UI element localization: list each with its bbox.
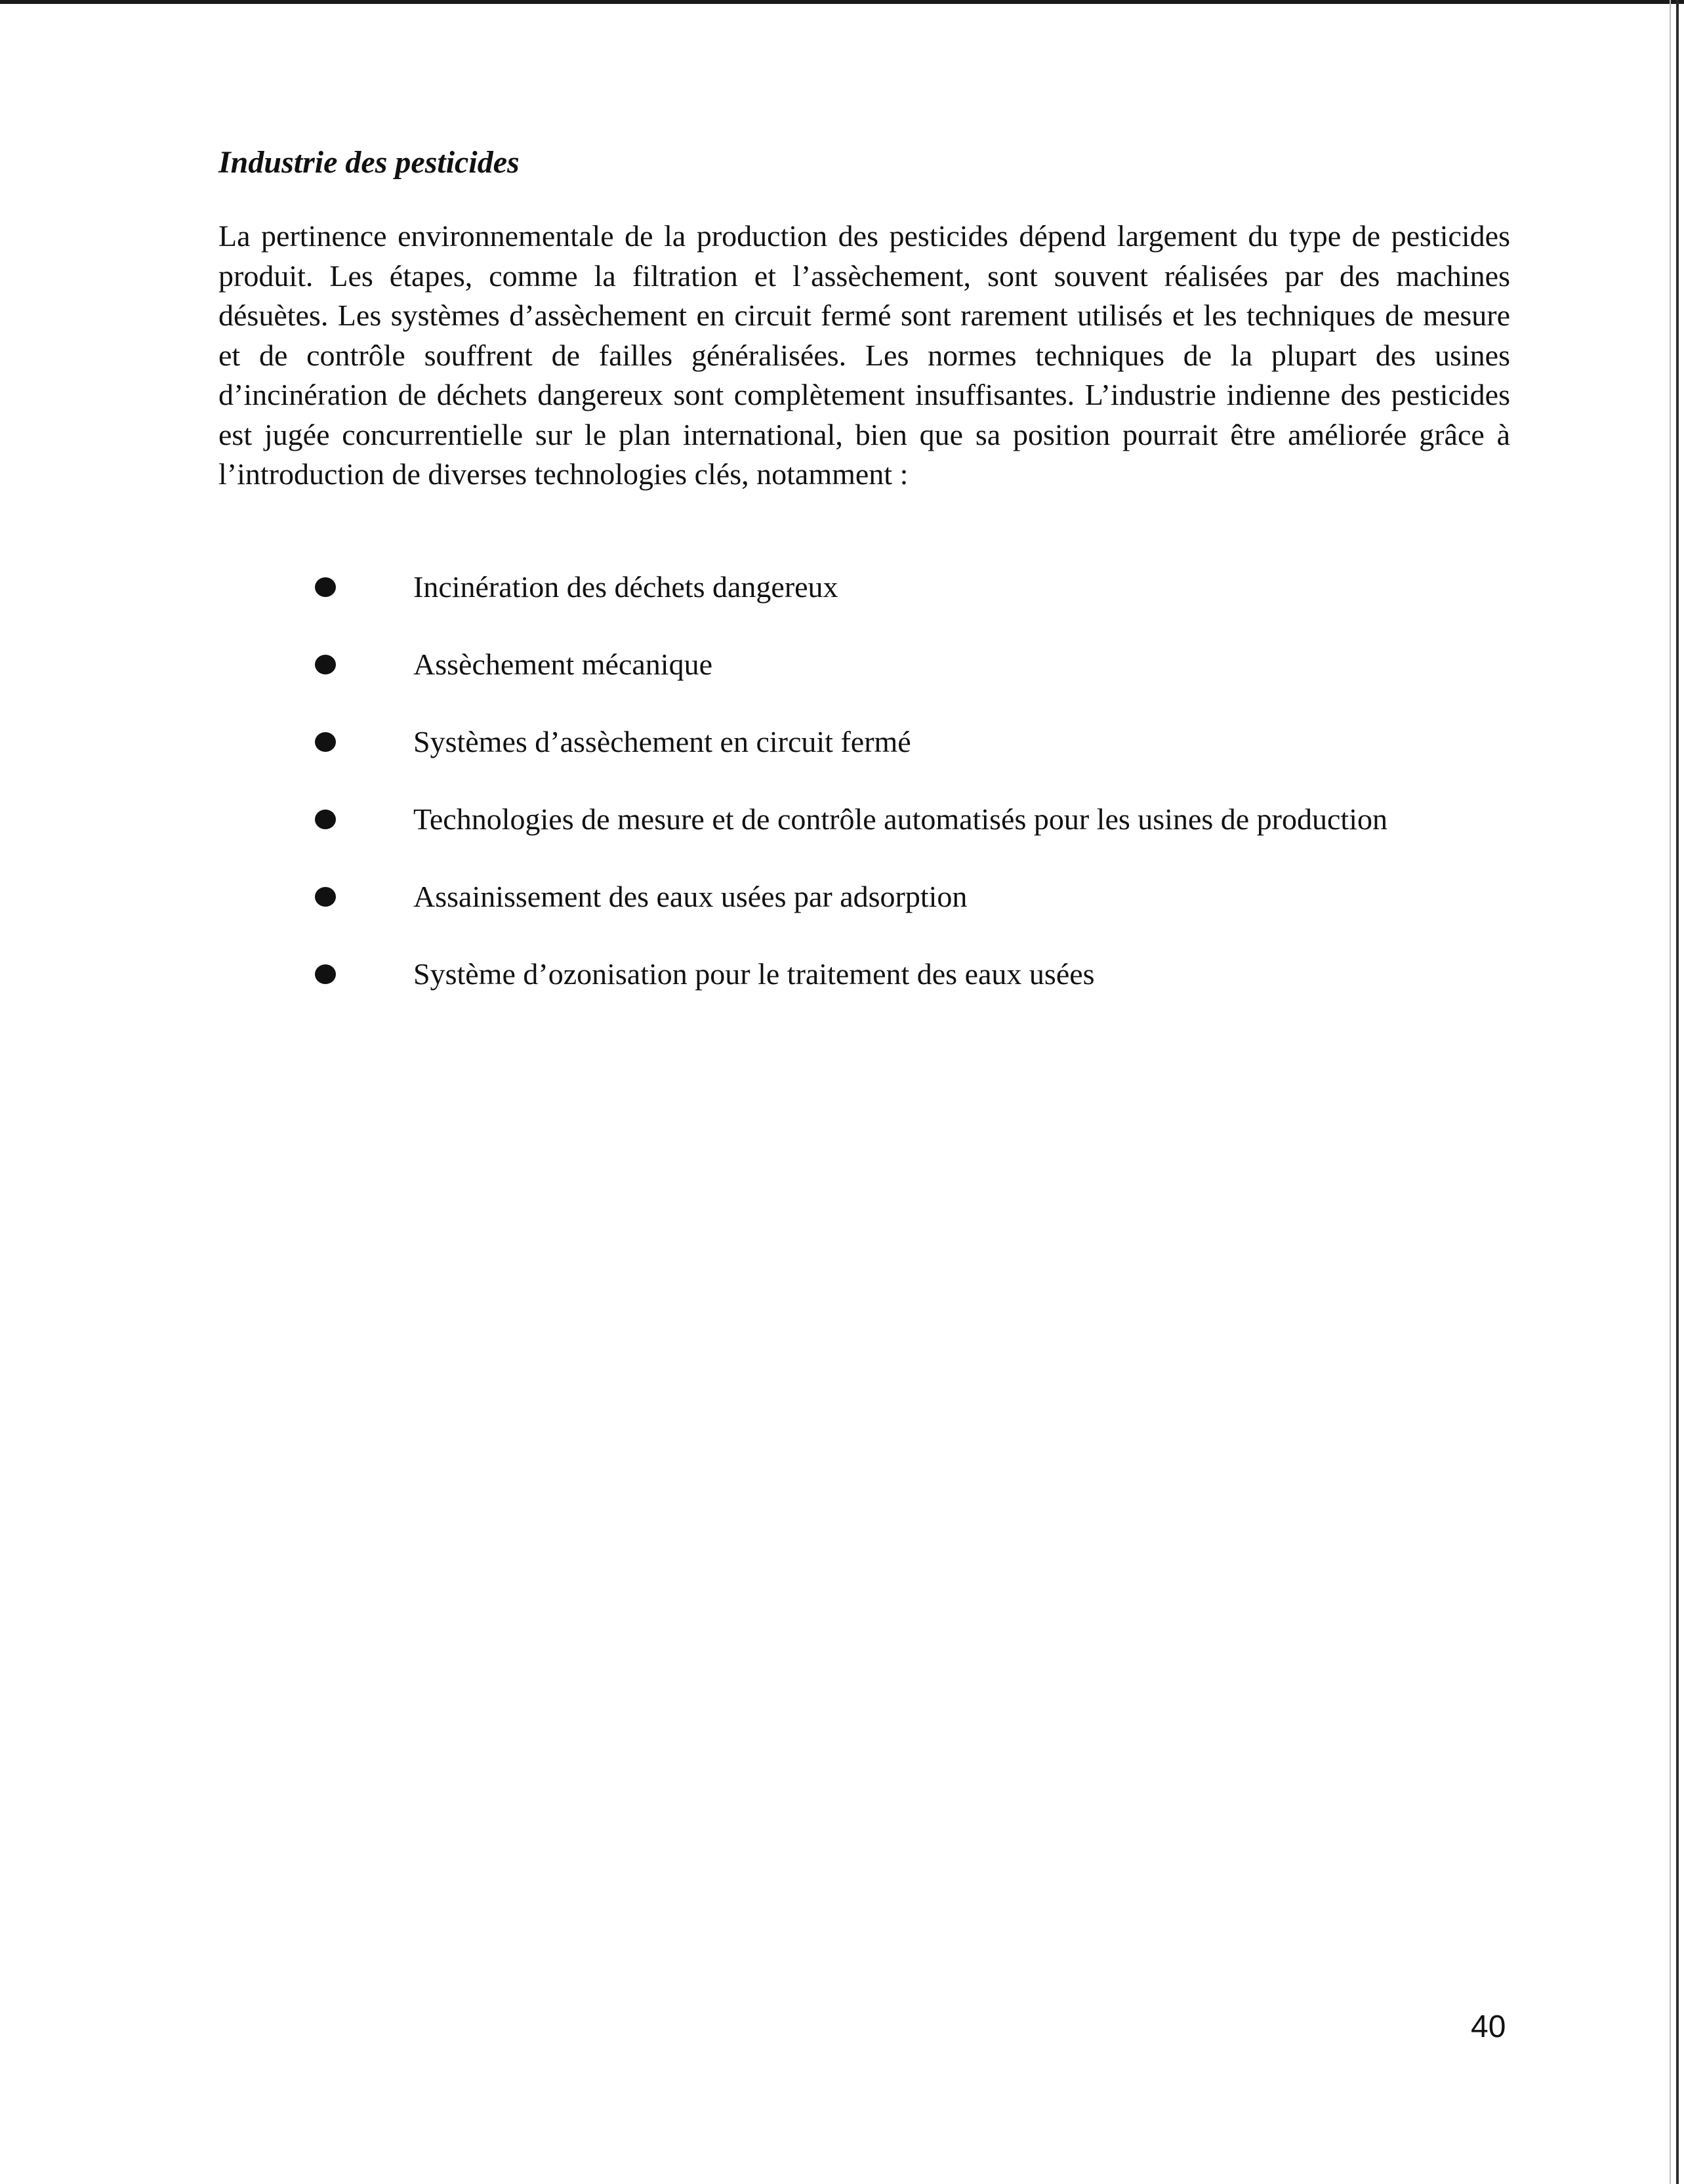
list-item-label: Systèmes d’assèchement en circuit fermé <box>413 725 911 758</box>
page-number: 40 <box>1471 2009 1506 2044</box>
bullet-icon <box>315 732 336 752</box>
bullet-icon <box>315 810 336 829</box>
list-item-label: Assèchement mécanique <box>413 648 712 681</box>
bullet-icon <box>315 964 336 984</box>
list-item-label: Système d’ozonisation pour le traitement des eaux usées <box>413 957 1095 991</box>
section-heading: Industrie des pesticides <box>218 145 520 180</box>
list-item-label: Assainissement des eaux usées par adsorption <box>413 880 968 913</box>
scan-edge-right <box>1676 0 1679 2184</box>
bullet-icon <box>315 655 336 674</box>
list-item-label: Technologies de mesure et de contrôle automatisés pour les usines de production <box>413 802 1387 836</box>
scan-edge-right-faint <box>1670 0 1671 2184</box>
bullet-icon <box>315 577 336 597</box>
list-item-label: Incinération des déchets dangereux <box>413 570 838 604</box>
body-paragraph: La pertinence environnementale de la production des pesticides dépend largement du type de pesticides produit. Les étapes, comme la filtration et l’assèchement, sont souvent réalisées par des machines désuètes. Les systèmes d’assèchement en circuit fermé sont rarement utilisés et les techniques de mesure et de contrôle souffrent de failles généralisées. Les normes techniques de la plupart des usines d’incinération de déchets dangereux sont complètement insuffisantes. L’industrie indienne des pesticides est jugée concurrentielle sur le plan international, bien que sa position pourrait être améliorée grâce à l’introduction de diverses technologies clés, notamment : <box>218 219 1510 491</box>
bullet-icon <box>315 887 336 907</box>
scan-edge-top <box>0 0 1684 4</box>
